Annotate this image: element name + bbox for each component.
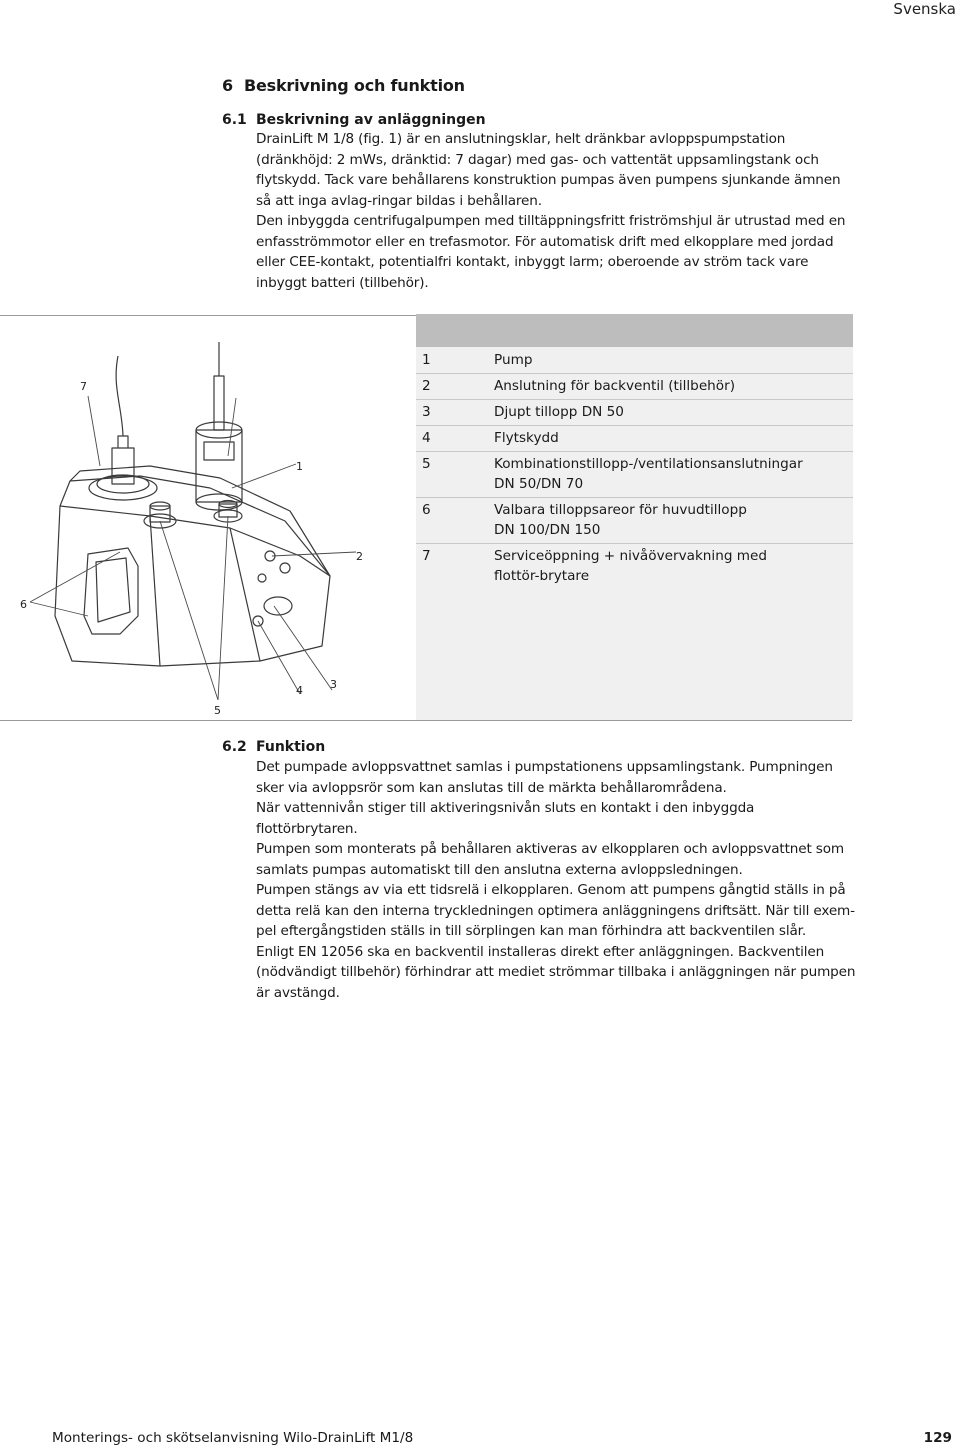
paragraph: Pumpen stängs av via ett tidsrelä i elkopplaren. Genom att pumpens gångtid ställs in på detta relä kan den interna tryckledningen optimera anläggningens driftsätt. När till exem-pel eftergångstiden ställs in till sörplingen kan man förhindra att backventilen slår.: [256, 882, 855, 939]
legend-number: 5: [422, 456, 431, 472]
section-number: 6.1: [222, 112, 247, 128]
legend-row: [416, 544, 853, 589]
legend-text: Pump: [494, 352, 533, 368]
section-6-2-heading: [222, 737, 842, 757]
section-6-heading: [222, 76, 465, 95]
legend-number: 6: [422, 502, 431, 518]
callout-label: 4: [296, 684, 303, 697]
legend-text: Flytskydd: [494, 430, 559, 446]
paragraph: När vattennivån stiger till aktiveringsnivån sluts en kontakt i den inbyggda flottörbrytaren.: [256, 800, 755, 837]
section-title: Beskrivning och funktion: [244, 76, 465, 95]
legend-number: 4: [422, 430, 431, 446]
legend-text: Serviceöppning + nivåövervakning med flottör-brytare: [494, 548, 768, 584]
section-number: 6: [222, 76, 233, 95]
legend-row: [416, 452, 853, 498]
section-number: 6.2: [222, 739, 247, 755]
legend-row: [416, 426, 853, 452]
section-title: Beskrivning av anläggningen: [256, 112, 486, 128]
side-recess: [84, 548, 138, 634]
legend-text: Kombinationstillopp-/ventilationsanslutningar DN 50/DN 70: [494, 456, 803, 492]
legend-row: [416, 498, 853, 544]
figure-drawing: [0, 316, 416, 720]
paragraph: Det pumpade avloppsvattnet samlas i pumpstationens uppsamlingstank. Pumpningen sker via avloppsrör som kan anslutas till de märkta behållarområdena.: [256, 759, 833, 796]
legend-number: 1: [422, 352, 431, 368]
paragraph: DrainLift M 1/8 (fig. 1) är en anslutningsklar, helt dränkbar avloppspumpstation (dränkhöjd: 2 mWs, dränktid: 7 dagar) med gas- och vattentät uppsamlingstank och flytskydd. Tack vare behållarens konstruktion pumpas även pumpens sjunkande ämnen så att inga avlag-ringar bildas i behållaren.: [256, 131, 841, 209]
callout-label: 1: [296, 460, 303, 473]
legend-text: Anslutning för backventil (tillbehör): [494, 378, 736, 394]
callout-label: 7: [80, 380, 87, 393]
callout-label: 6: [20, 598, 27, 611]
footer-document-title: Monterings- och skötselanvisning Wilo-DrainLift M1/8: [52, 1430, 414, 1446]
figure-legend: [416, 348, 853, 589]
legend-row: [416, 374, 853, 400]
language-label: Svenska: [893, 0, 956, 18]
paragraph: Enligt EN 12056 ska en backventil installeras direkt efter anläggningen. Backventilen (nödvändigt tillbehör) förhindrar att mediet strömmar tillbaka i anläggningen när pumpen är avstängd.: [256, 943, 856, 1001]
legend-row: [416, 400, 853, 426]
legend-number: 7: [422, 548, 431, 564]
callout-label: 3: [330, 678, 337, 691]
paragraph: Den inbyggda centrifugalpumpen med tilltäppningsfritt friströmshjul är utrustad med en enfasströmmotor eller en trefasmotor. För automatisk drift med elkopplare med jordad eller CEE-kontakt, potentialfri kontakt, inbyggt larm; oberoende av ström tack vare inbyggt batteri (tillbehör).: [256, 213, 846, 291]
legend-header-bar: [416, 314, 853, 347]
figure-bottom-rule: [0, 720, 852, 721]
callout-label: 2: [356, 550, 363, 563]
legend-text: Djupt tillopp DN 50: [494, 404, 624, 420]
section-6-1-body: [256, 129, 856, 293]
legend-number: 2: [422, 378, 431, 394]
legend-number: 3: [422, 404, 431, 420]
callout-label: 5: [214, 704, 221, 717]
pump-station-illustration: [0, 316, 416, 720]
pump-cylinder: [196, 430, 242, 502]
page-number: 129: [923, 1430, 952, 1446]
section-6-2-body: [256, 757, 856, 1003]
legend-text: Valbara tilloppsareor för huvudtillopp DN 100/DN 150: [494, 502, 747, 538]
legend-row: [416, 348, 853, 374]
section-title: Funktion: [256, 739, 326, 755]
section-6-1-heading: [222, 110, 842, 130]
paragraph: Pumpen som monterats på behållaren aktiveras av elkopplaren och avloppsvattnet som samlats pumpas automatiskt till den anslutna externa avloppsledningen.: [256, 841, 844, 878]
